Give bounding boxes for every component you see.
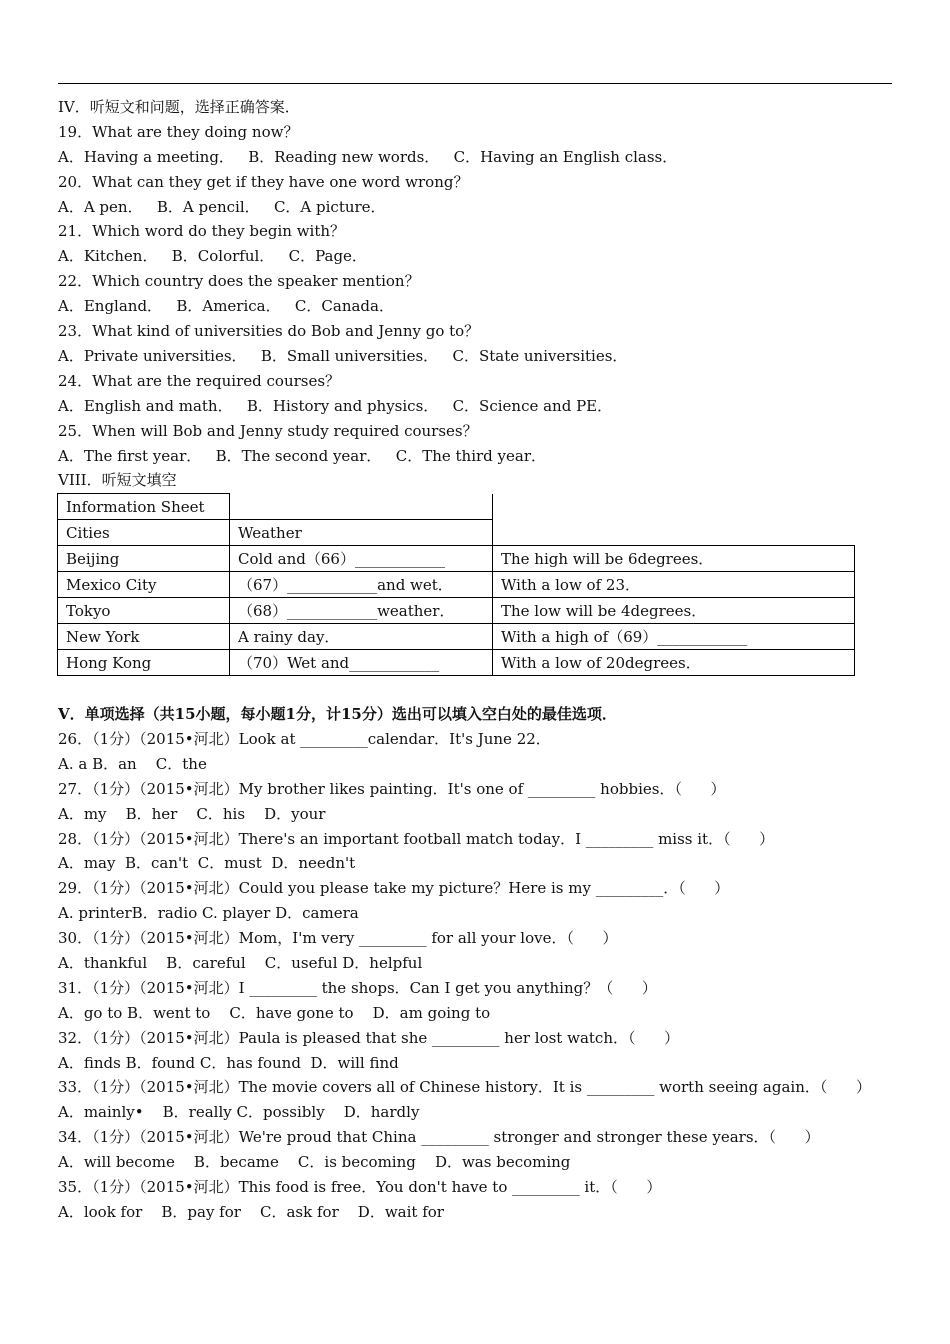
question-line: 21．Which word do they begin with？: [58, 222, 346, 240]
options-line: A．The first year． B．The second year． C．The third year．: [58, 447, 546, 465]
question-line: 26．（1分）（2015•河北）Look at _________calendar．It's June 22．: [58, 730, 551, 748]
empty-cell: [493, 494, 855, 520]
question-line: 22．Which country does the speaker mention？: [58, 272, 420, 290]
table-cell: （70）Wet and____________: [230, 650, 493, 676]
table-row: [58, 598, 855, 624]
options-line: A．look for B．pay for C．ask for D．wait for: [58, 1203, 444, 1221]
options-line: A．England． B．America． C．Canada．: [58, 297, 394, 315]
question-line: 25．When will Bob and Jenny study required courses？: [58, 422, 478, 440]
section-iv-heading: IV．听短文和问题，选择正确答案．: [58, 98, 300, 116]
question-line: 31．（1分）（2015•河北）I _________ the shops．Can I get you anything？（ ）: [58, 979, 657, 997]
options-line: A．Kitchen． B．Colorful． C．Page．: [58, 247, 367, 265]
options-line: A．Private universities． B．Small universities． C．State universities．: [58, 347, 628, 365]
table-row: [58, 546, 855, 572]
options-line: A．finds B．found C．has found D．will find: [58, 1054, 399, 1072]
question-line: 33．（1分）（2015•河北）The movie covers all of Chinese history．It is _________ worth seeing again．（ ）: [58, 1078, 871, 1096]
question-line: 28．（1分）（2015•河北）There's an important football match today．I _________ miss it．（ ）: [58, 830, 775, 848]
table-cell: A rainy day．: [230, 624, 493, 650]
table-header-cell: Weather: [230, 520, 493, 546]
table-cell: With a low of 23．: [493, 572, 855, 598]
empty-cell: [493, 520, 855, 546]
section-viii-heading: VIII．听短文填空: [58, 471, 177, 489]
table-cell: Tokyo: [58, 598, 230, 624]
table-cell: Mexico City: [58, 572, 230, 598]
table-cell: With a low of 20degrees．: [493, 650, 855, 676]
table-row: [58, 494, 855, 520]
question-line: 24．What are the required courses？: [58, 372, 341, 390]
question-line: 23．What kind of universities do Bob and Jenny go to？: [58, 322, 480, 340]
options-line: A．English and math． B．History and physics． C．Science and PE．: [58, 397, 613, 415]
options-line: A．go to B．went to C．have gone to D．am going to: [58, 1004, 491, 1022]
options-line: A. printerB．radio C. player D．camera: [58, 904, 359, 922]
options-line: A. a B．an C．the: [58, 755, 207, 773]
table-cell: The high will be 6degrees．: [493, 546, 855, 572]
options-line: A．will become B．became C．is becoming D．was becoming: [58, 1153, 571, 1171]
question-line: 20．What can they get if they have one word wrong？: [58, 173, 469, 191]
options-line: A．may B．can't C．must D．needn't: [58, 854, 356, 872]
question-line: 32．（1分）（2015•河北）Paula is pleased that she _________ her lost watch．（ ）: [58, 1029, 680, 1047]
table-row: [58, 650, 855, 676]
table-cell: （68）____________weather．: [230, 598, 493, 624]
table-cell: Cold and（66）____________: [230, 546, 493, 572]
table-cell: Hong Kong: [58, 650, 230, 676]
information-sheet-table: [57, 493, 855, 676]
question-line: 35．（1分）（2015•河北）This food is free．You don't have to _________ it．（ ）: [58, 1178, 662, 1196]
options-line: A．thankful B．careful C．useful D．helpful: [58, 954, 423, 972]
table-cell: （67）____________and wet．: [230, 572, 493, 598]
question-line: 19．What are they doing now？: [58, 123, 299, 141]
table-row: [58, 572, 855, 598]
question-line: 27．（1分）（2015•河北）My brother likes painting．It's one of _________ hobbies．（ ）: [58, 780, 726, 798]
header-rule: [58, 83, 892, 84]
empty-cell: [230, 494, 493, 520]
options-line: A．mainly• B．really C．possibly D．hardly: [58, 1103, 420, 1121]
question-line: 30．（1分）（2015•河北）Mom，I'm very _________ for all your love．（ ）: [58, 929, 618, 947]
options-line: A．A pen． B．A pencil． C．A picture．: [58, 198, 386, 216]
question-line: 34．（1分）（2015•河北）We're proud that China _________ stronger and stronger these years．（ ）: [58, 1128, 820, 1146]
table-cell: New York: [58, 624, 230, 650]
options-line: A．my B．her C．his D．your: [58, 805, 326, 823]
options-line: A．Having a meeting． B．Reading new words． C．Having an English class．: [58, 148, 678, 166]
table-cell: The low will be 4degrees．: [493, 598, 855, 624]
table-cell: With a high of（69）____________: [493, 624, 855, 650]
table-header-cell: Cities: [58, 520, 230, 546]
table-title-cell: Information Sheet: [58, 494, 230, 520]
question-line: 29．（1分）（2015•河北）Could you please take my picture？Here is my _________．（ ）: [58, 879, 730, 897]
section-v-heading: V．单项选择（共15小题，每小题1分，计15分）选出可以填入空白处的最佳选项．: [58, 705, 617, 723]
table-cell: Beijing: [58, 546, 230, 572]
table-row: [58, 520, 855, 546]
table-row: [58, 624, 855, 650]
